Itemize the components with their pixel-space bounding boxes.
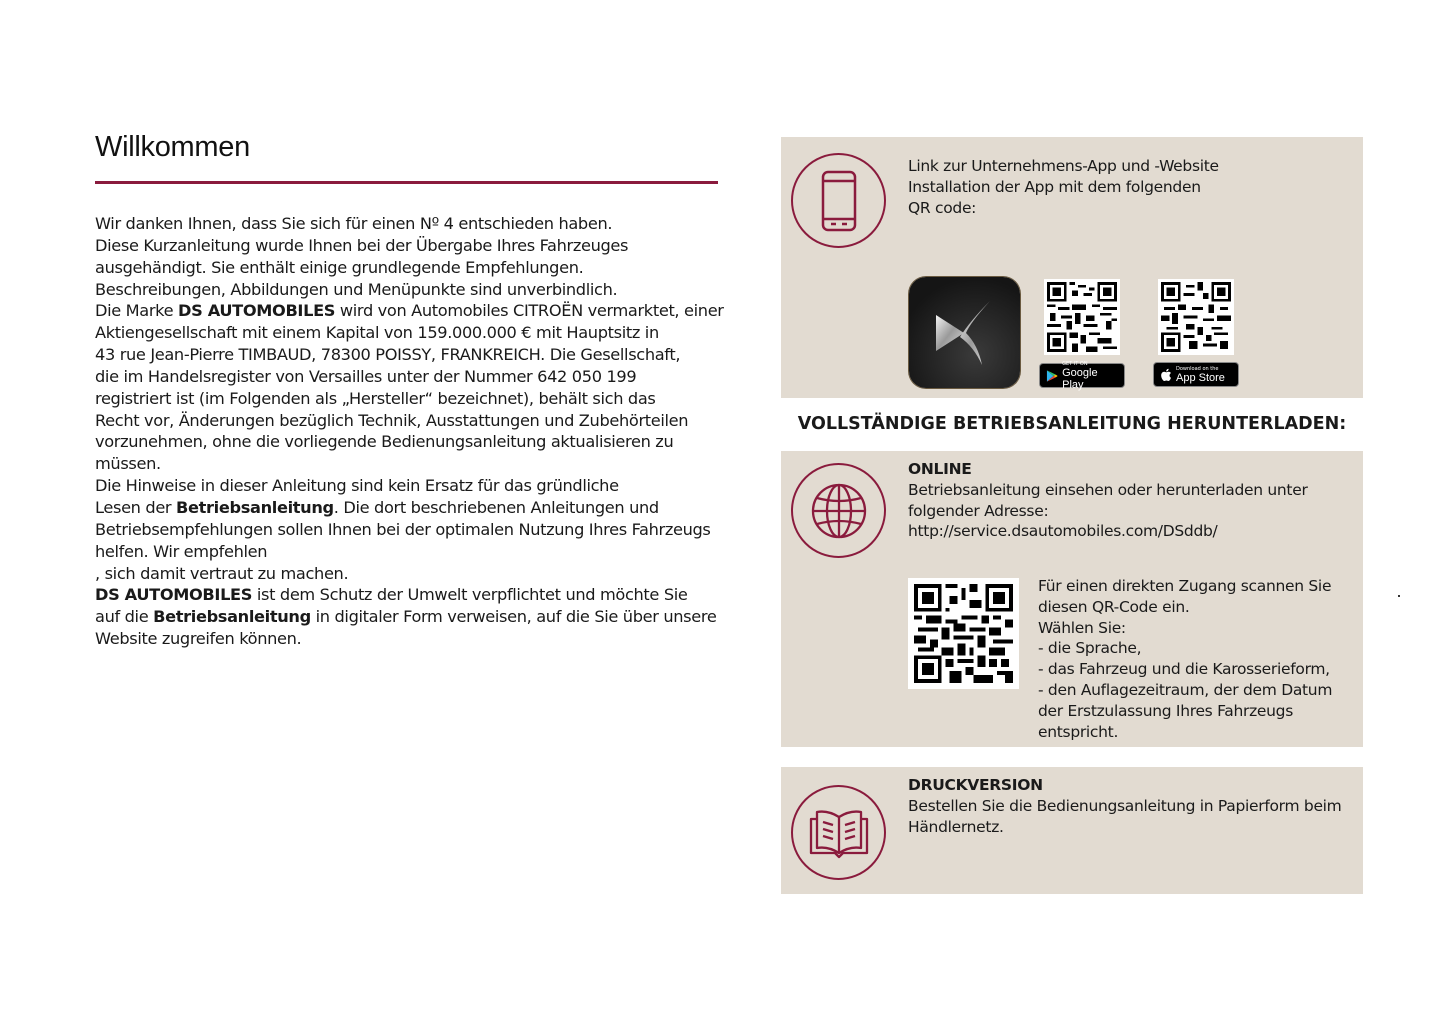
intro-line [95, 431, 735, 453]
book-icon-circle [791, 785, 886, 880]
text-run: Betriebsempfehlungen sollen Ihnen bei der optimalen Nutzung Ihres Fahrzeugs [95, 519, 711, 539]
bold-term: DS AUTOMOBILES [178, 301, 336, 321]
app-panel-line: QR code: [908, 198, 977, 217]
text-run: Die Marke [95, 301, 179, 321]
intro-line [95, 235, 735, 257]
intro-line [95, 257, 735, 279]
qr-instruction-line: - den Auflagezeitraum, der dem Datum [1038, 680, 1333, 699]
intro-line [95, 410, 735, 432]
intro-line [95, 563, 735, 585]
text-run: die im Handelsregister von Versailles unter der Nummer 642 050 199 [95, 366, 637, 386]
online-panel-text [908, 459, 1308, 542]
text-run: Website zugreifen können. [95, 629, 302, 649]
bold-term: DS AUTOMOBILES [95, 585, 253, 605]
text-run: wird von Automobiles CITROËN vermarktet, einer [335, 301, 724, 321]
qr-instruction-line: - das Fahrzeug und die Karosserieform, [1038, 660, 1330, 679]
intro-line [95, 497, 735, 519]
text-run: Die Hinweise in dieser Anleitung sind kein Ersatz für das gründliche [95, 476, 619, 496]
app-store-label: App Store [1176, 371, 1225, 384]
intro-line [95, 475, 735, 497]
text-run: Lesen der [95, 497, 177, 517]
bold-term: Betriebsanleitung [176, 497, 334, 517]
text-run: auf die [95, 607, 154, 627]
intro-line [95, 366, 735, 388]
text-run: müssen. [95, 454, 161, 474]
text-run: Diese Kurzanleitung wurde Ihnen bei der Übergabe Ihres Fahrzeuges [95, 235, 629, 255]
page-title: Willkommen [95, 131, 250, 163]
intro-line [95, 322, 735, 344]
ds-app-logo[interactable] [909, 277, 1020, 388]
text-run: Beschreibungen, Abbildungen und Menüpunkte sind unverbindlich. [95, 279, 618, 299]
print-panel-text [908, 775, 1341, 837]
intro-line [95, 606, 735, 628]
app-store-qr-code[interactable] [1158, 279, 1234, 355]
text-run: . Die dort beschriebenen Anleitungen und [333, 497, 659, 517]
app-panel [781, 137, 1363, 398]
online-panel [781, 451, 1363, 747]
google-play-label: Google Play [1062, 366, 1098, 391]
bold-term: Betriebsanleitung [153, 607, 311, 627]
text-run: Wir danken Ihnen, dass Sie sich für einen Nº 4 entschieden haben. [95, 214, 613, 233]
open-book-icon [808, 807, 870, 859]
text-run: registriert ist (im Folgenden als „Hersteller“ bezeichnet), behält sich das [95, 388, 656, 408]
print-panel [781, 767, 1363, 894]
globe-icon-circle [791, 463, 886, 558]
text-run: ausgehändigt. Sie enthält einige grundlegende Empfehlungen. [95, 257, 584, 277]
text-run: helfen. Wir empfehlen [95, 541, 268, 561]
qr-instruction-line: Wählen Sie: [1038, 618, 1126, 637]
qr-instruction-line: diesen QR-Code ein. [1038, 597, 1190, 616]
intro-line [95, 279, 735, 301]
app-panel-text [908, 156, 1219, 218]
globe-icon [809, 481, 869, 541]
text-run: , sich damit vertraut zu machen. [95, 563, 349, 583]
intro-line [95, 453, 735, 475]
smartphone-icon [819, 169, 859, 233]
qr-instruction-line: - die Sprache, [1038, 639, 1142, 658]
intro-text [95, 213, 735, 650]
print-heading: DRUCKVERSION [908, 776, 1043, 794]
intro-line [95, 213, 735, 235]
google-play-small-label: GET IT ON [1062, 360, 1088, 367]
google-play-qr-code[interactable] [1044, 279, 1120, 355]
google-play-badge[interactable] [1039, 360, 1125, 391]
app-panel-line: Installation der App mit dem folgenden [908, 177, 1201, 196]
manual-url-link[interactable]: http://service.dsautomobiles.com/DSddb/ [908, 522, 1218, 541]
intro-line [95, 388, 735, 410]
manual-qr-code[interactable] [908, 578, 1019, 689]
text-run: in digitaler Form verweisen, auf die Sie über unsere [310, 607, 717, 627]
app-panel-line: Link zur Unternehmens-App und -Website [908, 157, 1219, 175]
text-run: Aktiengesellschaft mit einem Kapital von 159.000.000 € mit Hauptsitz in [95, 323, 659, 343]
text-run: ist dem Schutz der Umwelt verpflichtet und möchte Sie [252, 585, 688, 605]
text-run: Recht vor, Änderungen bezüglich Technik, Ausstattungen und Zubehörteilen [95, 410, 689, 430]
smartphone-icon-circle [791, 153, 886, 248]
intro-line [95, 519, 735, 541]
stray-mark [1398, 595, 1400, 597]
qr-instruction-line: der Erstzulassung Ihres Fahrzeugs [1038, 701, 1293, 720]
print-line: Händlernetz. [908, 817, 1004, 836]
print-line: Bestellen Sie die Bedienungsanleitung in Papierform beim [908, 796, 1342, 815]
qr-instruction-line: Für einen direkten Zugang scannen Sie [1038, 577, 1332, 595]
intro-line [95, 584, 735, 606]
qr-instructions [1038, 576, 1332, 742]
text-run: vorzunehmen, ohne die vorliegende Bedienungsanleitung aktualisieren zu [95, 432, 674, 452]
app-store-badge[interactable] [1153, 362, 1239, 387]
google-play-icon [1046, 369, 1058, 383]
online-line: Betriebsanleitung einsehen oder herunterladen unter [908, 480, 1308, 499]
intro-line [95, 300, 735, 322]
online-line: folgender Adresse: [908, 501, 1049, 520]
text-run: 43 rue Jean-Pierre TIMBAUD, 78300 POISSY, FRANKREICH. Die Gesellschaft, [95, 345, 681, 365]
online-heading: ONLINE [908, 460, 972, 478]
intro-line [95, 628, 735, 650]
title-divider [95, 181, 718, 184]
intro-line [95, 541, 735, 563]
download-section-heading: VOLLSTÄNDIGE BETRIEBSANLEITUNG HERUNTERLADEN: [797, 414, 1347, 434]
qr-instruction-line: entspricht. [1038, 722, 1119, 741]
apple-icon [1160, 368, 1172, 382]
app-store-small-label: Download on the [1176, 365, 1219, 372]
intro-line [95, 344, 735, 366]
